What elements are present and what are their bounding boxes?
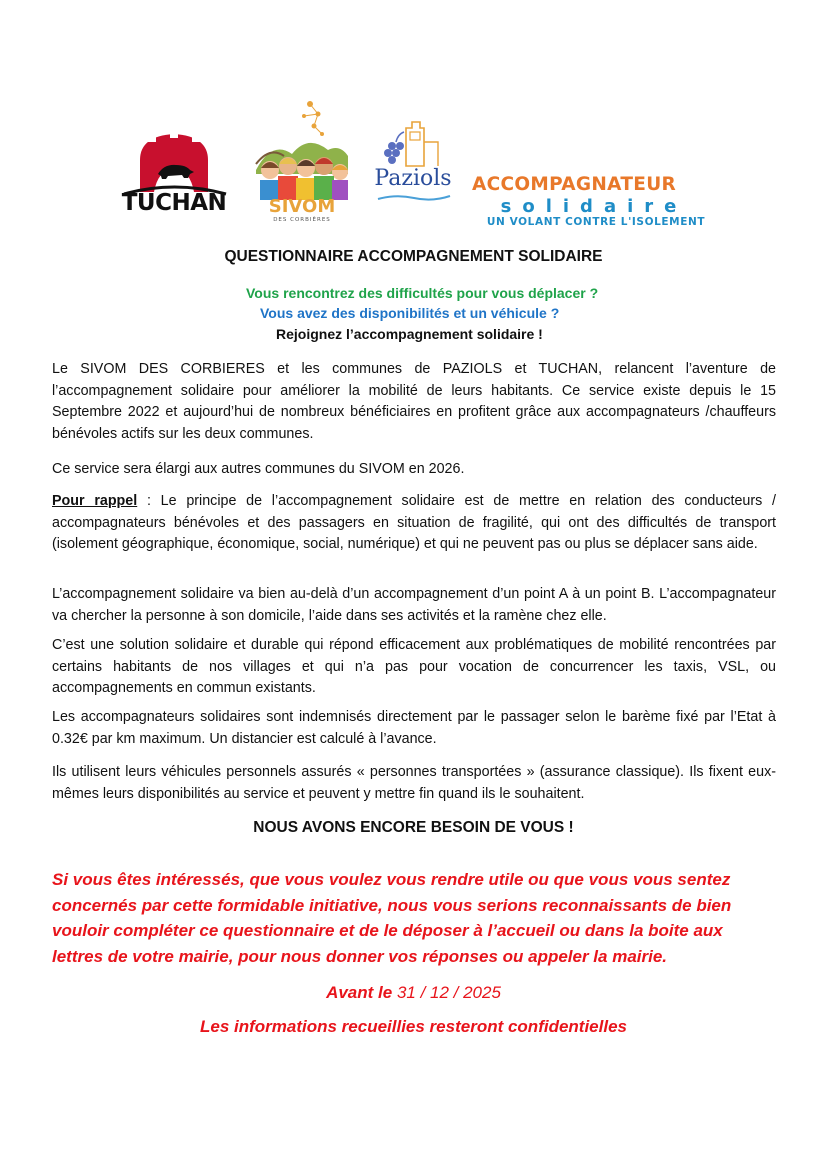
paziols-wave-icon xyxy=(376,194,452,202)
appeal-text: Si vous êtes intéressés, que vous voulez vous rendre utile ou que vous vous sentez concernés par cette formidable initiative, nous vous serions reconnaissants de bien vouloir compléter ce questionnaire et de le déposer à l’accueil ou dans la boite aux lettres de votre mairie, pour nous donner vos réponses ou appeler la mairie. xyxy=(52,870,732,966)
paziols-emblem-icon xyxy=(368,120,458,170)
sivom-logo xyxy=(252,100,352,228)
paragraph-vehicles: Ils utilisent leurs véhicules personnels assurés « personnes transportées » (assurance classique). Ils fixent eux-mêmes leurs disponibilités au service et peuvent y mettre fin quand ils le souhaitent. xyxy=(52,764,776,802)
sivom-logo-subtext: DES CORBIÈRES xyxy=(273,217,331,223)
accompagnateur-logo-solidaire: solidaire xyxy=(500,196,688,217)
tuchan-logo-text: TUCHAN xyxy=(121,190,227,216)
deadline xyxy=(0,983,827,1003)
tagline-availability: Vous avez des disponibilités et un véhicule ? xyxy=(260,305,560,321)
paziols-logo-text: Paziols xyxy=(374,166,452,191)
need-heading: NOUS AVONS ENCORE BESOIN DE VOUS ! xyxy=(253,819,574,836)
sivom-logo-text: SIVOM xyxy=(268,196,336,217)
accompagnateur-logo-title: ACCOMPAGNATEUR xyxy=(472,174,677,195)
tagline-join: Rejoignez l’accompagnement solidaire ! xyxy=(276,326,543,342)
paragraph-solution: C’est une solution solidaire et durable qui répond efficacement aux problématiques de mobilité rencontrées par certains habitants de nos villages et qui n’a pas pour vocation de concurrencer les taxis, VSL, ou accompagnements en commun existants. xyxy=(52,637,776,696)
tuchan-emblem-icon xyxy=(118,130,230,196)
reminder-label: Pour rappel xyxy=(52,493,138,509)
paragraph-reminder xyxy=(52,491,776,556)
deadline-label: Avant le xyxy=(326,983,393,1002)
paragraph-compensation: Les accompagnateurs solidaires sont indemnisés directement par le passager selon le barème fixé par l’Etat à 0.32€ par km maximum. Un distancier est calculé à l’avance. xyxy=(52,709,776,747)
page-title: QUESTIONNAIRE ACCOMPAGNEMENT SOLIDAIRE xyxy=(224,248,603,265)
deadline-date: 31 / 12 / 2025 xyxy=(392,983,501,1002)
paziols-logo xyxy=(368,120,458,202)
accompagnateur-logo xyxy=(472,170,720,232)
reminder-text: : Le principe de l’accompagnement solidaire est de mettre en relation des conducteurs / accompagnateurs bénévoles et des passagers en situation de fragilité, qui ont des difficultés de transport (isolement géographique, économique, social, numérique) et qui ne peuvent pas ou plus se déplacer sans aide. xyxy=(52,493,776,552)
tagline-difficulties: Vous rencontrez des difficultés pour vous déplacer ? xyxy=(246,285,599,301)
paragraph-intro: Le SIVOM DES CORBIERES et les communes de PAZIOLS et TUCHAN, relancent l’aventure de l’accompagnement solidaire pour améliorer la mobilité de leurs habitants. Ce service existe depuis le 15 Septembre 2022 et aujourd’hui de nombreux bénéficiaires en profitent grâce aux accompagnateurs /chauffeurs bénévoles actifs sur les deux communes. xyxy=(52,361,776,442)
paragraph-extension: Ce service sera élargi aux autres communes du SIVOM en 2026. xyxy=(52,461,465,477)
accompagnateur-logo-slogan: UN VOLANT CONTRE L'ISOLEMENT xyxy=(486,216,706,228)
confidentiality-note: Les informations recueillies resteront confidentielles xyxy=(199,1017,627,1036)
tuchan-logo xyxy=(118,130,230,220)
paragraph-beyond: L’accompagnement solidaire va bien au-delà d’un accompagnement d’un point A à un point B. L’accompagnateur va chercher la personne à son domicile, l’aide dans ses activités et la ramène chez elle. xyxy=(52,586,776,624)
logo-bar xyxy=(0,98,827,233)
